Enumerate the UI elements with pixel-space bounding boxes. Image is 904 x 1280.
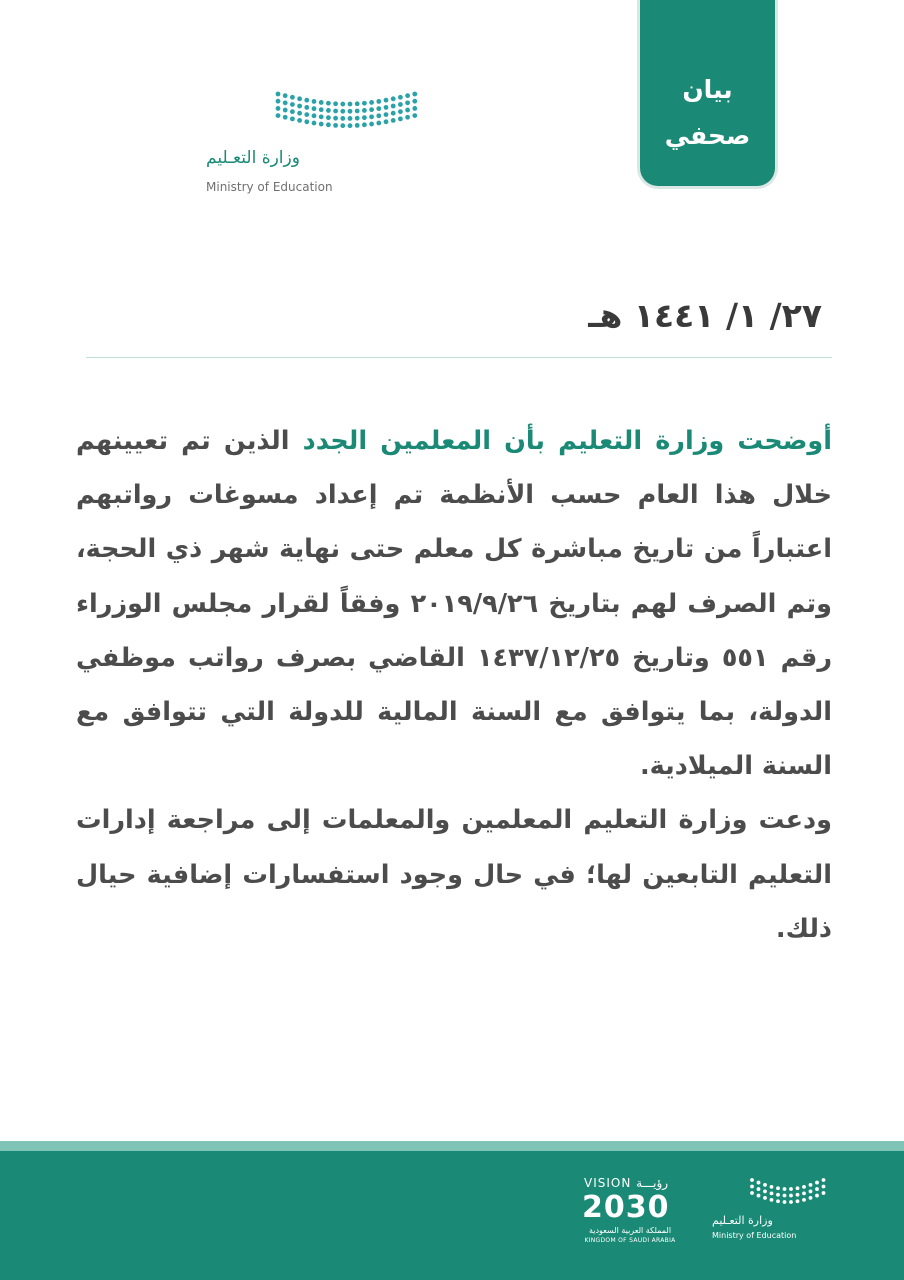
ministry-logo xyxy=(200,88,420,198)
footer-stripe xyxy=(0,1141,904,1151)
paragraph-1-text: الذين تم تعيينهم خلال هذا العام حسب الأنظمة تم إعداد مسوغات رواتبهم اعتباراً من تاريخ مباشرة كل معلم حتى نهاية شهر ذي الحجة، وتم الصرف لهم بتاريخ ٢٠١٩/٩/٢٦ وفقاً لقرار مجلس الوزراء رقم ٥٥١ وتاريخ ١٤٣٧/١٢/٢٥ القاضي بصرف رواتب موظفي الدولة، بما يتوافق مع السنة المالية للدولة التي تتوافق مع السنة الميلادية. xyxy=(76,426,833,782)
footer-logo-english: Ministry of Education xyxy=(712,1231,797,1240)
press-release-body xyxy=(76,414,832,956)
kingdom-english: KINGDOM OF SAUDI ARABIA xyxy=(584,1237,676,1244)
footer-logo-arabic: وزارة التعـليم xyxy=(712,1214,773,1227)
ministry-logo-english: Ministry of Education xyxy=(206,180,333,194)
kingdom-arabic: المملكة العربية السعودية xyxy=(588,1226,672,1235)
divider xyxy=(86,357,832,358)
ministry-logo-arabic: وزارة التعـليم xyxy=(206,148,300,168)
paragraph-1 xyxy=(76,414,832,793)
vision-year: 2030 xyxy=(582,1190,670,1225)
footer-logo-dots-icon xyxy=(708,1176,838,1210)
tab-line-1: بيان xyxy=(682,75,733,104)
paragraph-2: ودعت وزارة التعليم المعلمين والمعلمات إلى مراجعة إدارات التعليم التابعين لها؛ في حال وجود استفسارات إضافية حيال ذلك. xyxy=(76,805,832,944)
vision-word: VISION رؤيـــة xyxy=(584,1176,669,1190)
vision-2030-logo xyxy=(582,1176,682,1246)
press-release-tab xyxy=(640,0,775,186)
tab-line-2: صحفي xyxy=(664,121,751,150)
ministry-logo-dots-icon xyxy=(200,88,420,148)
hijri-date: ٢٧/ ١/ ١٤٤١ هـ xyxy=(588,296,822,335)
highlighted-lead: أوضحت وزارة التعليم بأن المعلمين الجدد xyxy=(302,426,832,456)
footer-ministry-logo xyxy=(708,1176,838,1246)
